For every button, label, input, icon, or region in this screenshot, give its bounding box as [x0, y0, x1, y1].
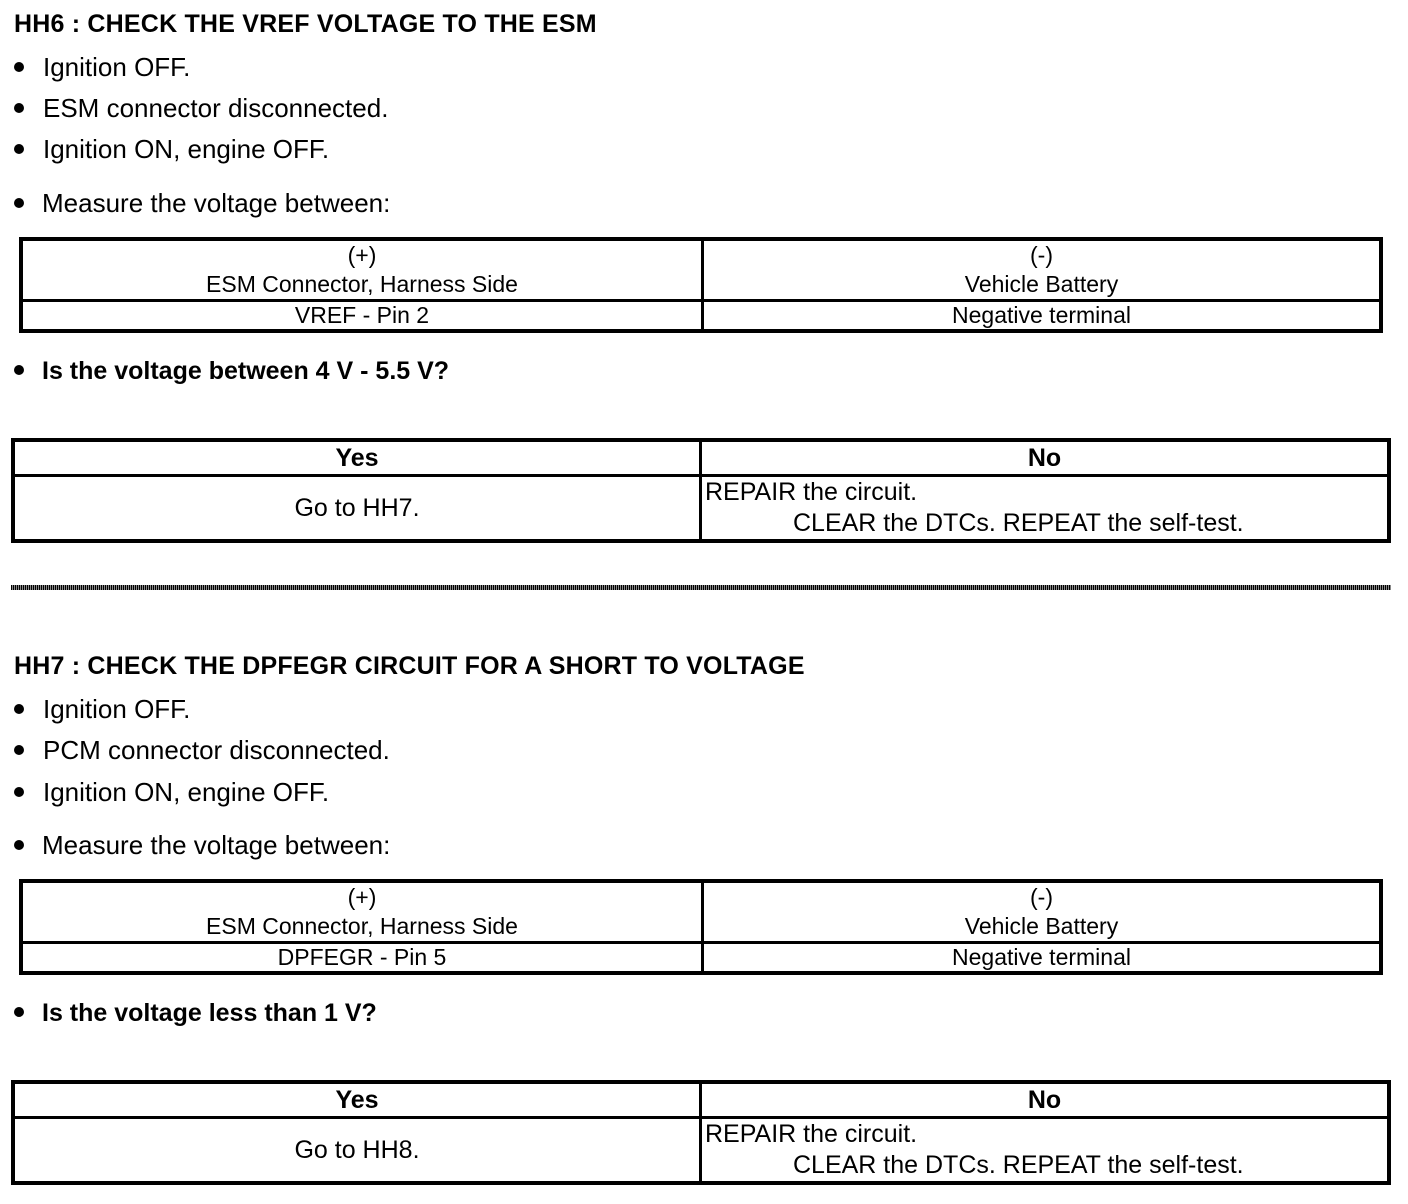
positive-lead-value: VREF - Pin 2: [21, 301, 703, 332]
yes-action: Go to HH7.: [13, 476, 701, 542]
bullet-icon: [14, 787, 24, 797]
measurement-table: [19, 879, 1383, 975]
bullet-icon: [14, 745, 24, 755]
no-header: No: [701, 1082, 1390, 1118]
positive-lead-value: DPFEGR - Pin 5: [21, 943, 703, 974]
yes-header: Yes: [13, 440, 701, 476]
condition-item: Ignition OFF.: [14, 694, 190, 725]
no-action: REPAIR the circuit. CLEAR the DTCs. REPEAT the self-test.: [701, 1118, 1390, 1184]
bullet-icon: [14, 62, 24, 72]
condition-item: Ignition ON, engine OFF.: [14, 777, 329, 808]
bullet-icon: [14, 103, 24, 113]
section-divider: [11, 585, 1391, 590]
bullet-icon: [14, 365, 24, 375]
question: Is the voltage less than 1 V?: [14, 999, 377, 1028]
condition-item: Ignition OFF.: [14, 52, 190, 83]
negative-lead-value: Negative terminal: [703, 943, 1382, 974]
measure-instruction: Measure the voltage between:: [14, 830, 390, 861]
measure-instruction: Measure the voltage between:: [14, 188, 390, 219]
yes-header: Yes: [13, 1082, 701, 1118]
bullet-icon: [14, 1007, 24, 1017]
bullet-icon: [14, 704, 24, 714]
measurement-table: [19, 237, 1383, 333]
step-title: HH7 : CHECK THE DPFEGR CIRCUIT FOR A SHORT TO VOLTAGE: [14, 652, 805, 680]
negative-lead-header: (-) Vehicle Battery: [703, 239, 1382, 301]
step-title: HH6 : CHECK THE VREF VOLTAGE TO THE ESM: [14, 10, 597, 38]
positive-lead-header: (+) ESM Connector, Harness Side: [21, 881, 703, 943]
negative-lead-header: (-) Vehicle Battery: [703, 881, 1382, 943]
condition-item: Ignition ON, engine OFF.: [14, 134, 329, 165]
no-action: REPAIR the circuit. CLEAR the DTCs. REPEAT the self-test.: [701, 476, 1390, 542]
yes-action: Go to HH8.: [13, 1118, 701, 1184]
result-table: [11, 1080, 1391, 1185]
bullet-icon: [14, 144, 24, 154]
bullet-icon: [14, 198, 24, 208]
result-table: [11, 438, 1391, 543]
positive-lead-header: (+) ESM Connector, Harness Side: [21, 239, 703, 301]
condition-item: PCM connector disconnected.: [14, 735, 390, 766]
question: Is the voltage between 4 V - 5.5 V?: [14, 357, 449, 386]
bullet-icon: [14, 840, 24, 850]
no-header: No: [701, 440, 1390, 476]
condition-item: ESM connector disconnected.: [14, 93, 388, 124]
negative-lead-value: Negative terminal: [703, 301, 1382, 332]
